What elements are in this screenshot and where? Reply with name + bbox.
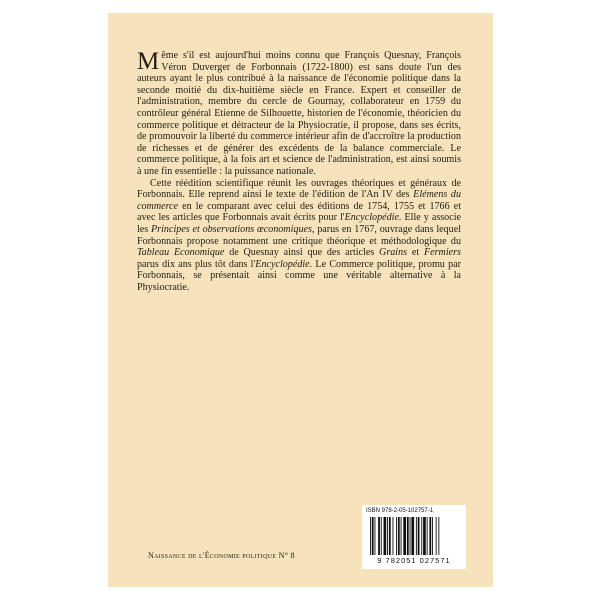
- title-principes: Principes et observations œconomiques: [151, 223, 312, 235]
- series-label: Naissance de l'Économie politique N° 8: [148, 551, 295, 560]
- title-encyclopedie-2: Encyclopédie.: [255, 258, 313, 270]
- title-grains: Grains: [379, 247, 408, 259]
- barcode-box: [362, 505, 466, 569]
- barcode-digits: 9 782051 027571: [377, 556, 451, 565]
- p2-text: parus dix ans plus tôt dans l': [137, 258, 256, 270]
- title-elemens: Elémens du commerce: [137, 189, 461, 212]
- title-encyclopedie: Encyclopédie.: [344, 212, 402, 224]
- blurb: [137, 50, 461, 293]
- p2-text: Le Commerce politique, promu par Forbonnais, se présentait ainsi comme une véritable alternative à la Physiocratie.: [137, 258, 461, 293]
- p2-text: Elle y associe les: [137, 212, 461, 235]
- title-fermiers: Fermiers: [423, 247, 461, 259]
- p2-text: en le comparant avec celui des éditions de 1754, 1755 et 1766 et avec les articles que Forbonnais avait écrits pour l': [137, 200, 461, 224]
- blurb-paragraph-2: [137, 178, 461, 294]
- p2-text: , parus en 1767, ouvrage dans lequel Forbonnais propose notamment une critique théorique et méthodologique du: [137, 223, 461, 247]
- p2-text: Cette réédition scientifique réunit les ouvrages théoriques et généraux de Forbonnais. Elle reprend ainsi le texte de l'édition de l'An IV des: [137, 177, 461, 201]
- p2-text: de Quesnay ainsi que des articles: [224, 247, 380, 259]
- barcode-icon: [370, 517, 458, 557]
- title-tableau: Tableau Economique: [137, 247, 225, 259]
- drop-cap: M: [137, 48, 160, 75]
- p2-text: et: [407, 247, 424, 259]
- blurb-paragraph-1: [137, 50, 461, 178]
- isbn-label: ISBN 978-2-05-102757-1: [366, 508, 434, 514]
- blurb-paragraph-1-text: ême s'il est aujourd'hui moins connu que François Quesnay, François Véron Duverger de Forbonnais (1722-1800) est sans doute l'un des auteurs ayant le plus contribué à la naissance de l'économie politique dans la seconde moitié du dix-huitième siècle en France. Expert et conseiller de l'administration, membre du cercle de Gournay, collaborateur en 1759 du contrôleur général Etienne de Silhouette, historien de l'économie, théoricien du commerce politique et détracteur de la Physiocratie, il propose, dans ses écrits, de promouvoir la liberté du commerce intérieur afin de d'accroître la production de richesses et de générer des excédents de la balance commerciale. Le commerce politique, à la fois art et science de l'administration, est ainsi soumis à une fin essentielle : la puissance nationale.: [137, 50, 461, 177]
